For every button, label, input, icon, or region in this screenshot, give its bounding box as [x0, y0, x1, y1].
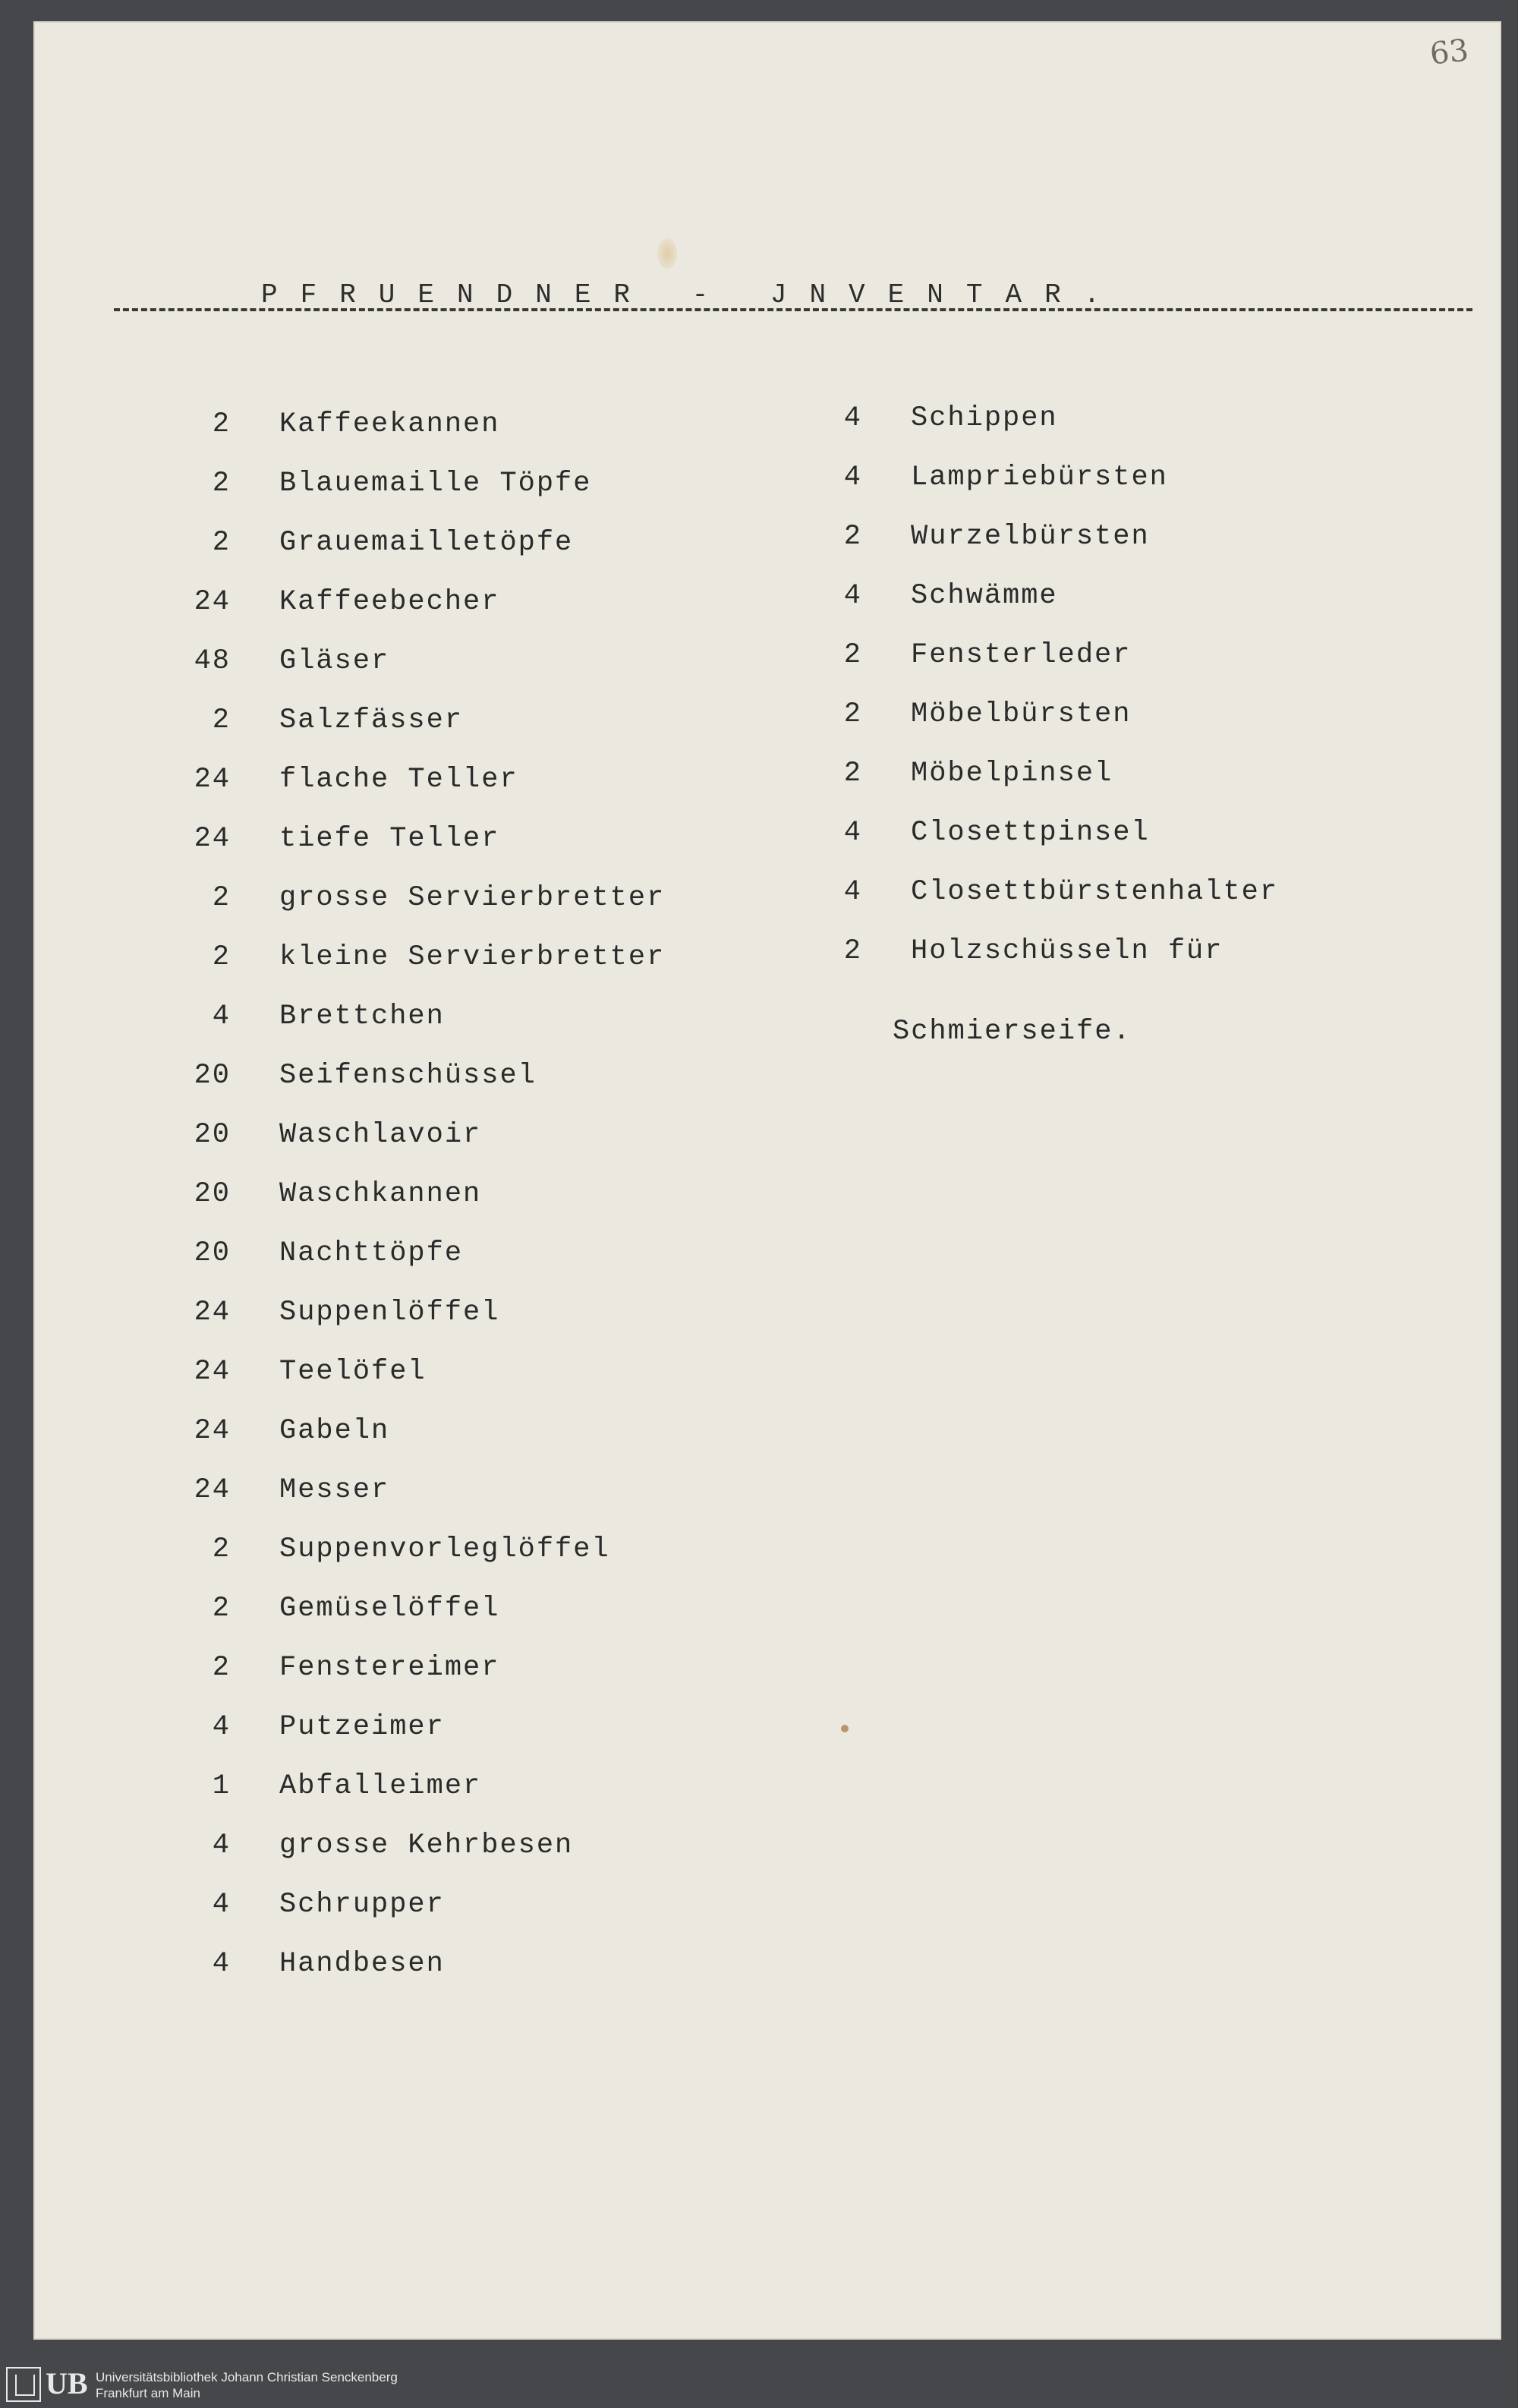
item-quantity: 4 [843, 817, 862, 849]
item-name: Gabeln [279, 1415, 390, 1447]
item-name: Putzeimer [279, 1711, 445, 1743]
item-name: Möbelpinsel [911, 758, 1113, 790]
item-name: tiefe Teller [279, 823, 500, 855]
item-quantity: 4 [843, 876, 862, 908]
item-name: Suppenlöffel [279, 1297, 500, 1328]
item-quantity: 24 [194, 764, 231, 796]
item-name: Abfalleimer [279, 1770, 482, 1802]
item-name: Schwämme [911, 580, 1058, 612]
item-quantity: 2 [212, 704, 231, 736]
item-quantity: 2 [843, 758, 862, 790]
item-name: Gläser [279, 645, 390, 677]
item-name: Handbesen [279, 1948, 445, 1980]
item-name: Fensterleder [911, 639, 1132, 671]
item-quantity: 24 [194, 1356, 231, 1388]
item-quantity: 24 [194, 1297, 231, 1328]
item-quantity: 24 [194, 1415, 231, 1447]
item-name: Brettchen [279, 1001, 445, 1032]
item-quantity: 20 [194, 1119, 231, 1151]
item-name: flache Teller [279, 764, 518, 796]
item-name: Kaffeekannen [279, 408, 500, 440]
item-quantity: 4 [843, 580, 862, 612]
item-quantity: 4 [212, 1948, 231, 1980]
item-quantity: 20 [194, 1060, 231, 1092]
item-name: Seifenschüssel [279, 1060, 537, 1092]
item-name: Waschlavoir [279, 1119, 482, 1151]
document-title: PFRUENDNER - JNVENTAR. [261, 279, 1123, 310]
item-quantity: 24 [194, 1474, 231, 1506]
item-quantity: 2 [212, 1652, 231, 1684]
item-name: Schippen [911, 402, 1058, 434]
library-footer [0, 2362, 1518, 2408]
item-quantity: 4 [843, 402, 862, 434]
item-quantity: 2 [212, 1593, 231, 1625]
item-quantity: 2 [843, 935, 862, 967]
library-logo-text: UB [46, 2366, 88, 2400]
title-underline [114, 308, 1472, 311]
item-name: Blauemaille Töpfe [279, 468, 592, 500]
item-name: Closettpinsel [911, 817, 1150, 849]
item-name: Wurzelbürsten [911, 521, 1150, 553]
item-quantity: 20 [194, 1178, 231, 1210]
item-name: Suppenvorleglöffel [279, 1533, 610, 1565]
item-quantity: 2 [212, 1533, 231, 1565]
item-quantity: 2 [843, 698, 862, 730]
item-name: Messer [279, 1474, 390, 1506]
item-name: Salzfässer [279, 704, 464, 736]
item-name: kleine Servierbretter [279, 941, 666, 973]
item-quantity: 2 [212, 941, 231, 973]
item-quantity: 2 [212, 527, 231, 559]
document-page [33, 21, 1501, 2340]
item-quantity: 4 [212, 1830, 231, 1861]
item-name: Lampriebürsten [911, 462, 1168, 493]
item-quantity: 4 [212, 1889, 231, 1921]
library-name: Universitätsbibliothek Johann Christian Senckenberg [96, 2370, 398, 2384]
item-name: Waschkannen [279, 1178, 482, 1210]
item-name: Nachttöpfe [279, 1237, 464, 1269]
item-quantity: 2 [843, 639, 862, 671]
item-quantity: 48 [194, 645, 231, 677]
item-quantity: 4 [843, 462, 862, 493]
paper-spot [841, 1725, 849, 1732]
library-logo-icon [6, 2367, 41, 2402]
item-name: Closettbürstenhalter [911, 876, 1279, 908]
item-name: Teelöfel [279, 1356, 427, 1388]
item-quantity: 2 [212, 468, 231, 500]
item-name: Fenstereimer [279, 1652, 500, 1684]
item-name: Möbelbürsten [911, 698, 1132, 730]
item-name: Holzschüsseln für [911, 935, 1224, 967]
item-name: Schrupper [279, 1889, 445, 1921]
item-quantity: 24 [194, 823, 231, 855]
item-quantity: 20 [194, 1237, 231, 1269]
paper-stain [657, 238, 677, 269]
item-name: grosse Servierbretter [279, 882, 666, 914]
item-quantity: 24 [194, 586, 231, 618]
item-quantity: 2 [212, 882, 231, 914]
item-name: Kaffeebecher [279, 586, 500, 618]
library-location: Frankfurt am Main [96, 2386, 200, 2400]
item-quantity: 4 [212, 1001, 231, 1032]
item-name: Gemüselöffel [279, 1593, 500, 1625]
item-name: grosse Kehrbesen [279, 1830, 574, 1861]
item-quantity: 2 [843, 521, 862, 553]
item-quantity: 2 [212, 408, 231, 440]
item-name: Grauemailletöpfe [279, 527, 574, 559]
page-number: 63 [1428, 33, 1471, 72]
item-quantity: 4 [212, 1711, 231, 1743]
inventory-item-continuation: Schmierseife. [893, 1016, 1132, 1048]
item-quantity: 1 [212, 1770, 231, 1802]
